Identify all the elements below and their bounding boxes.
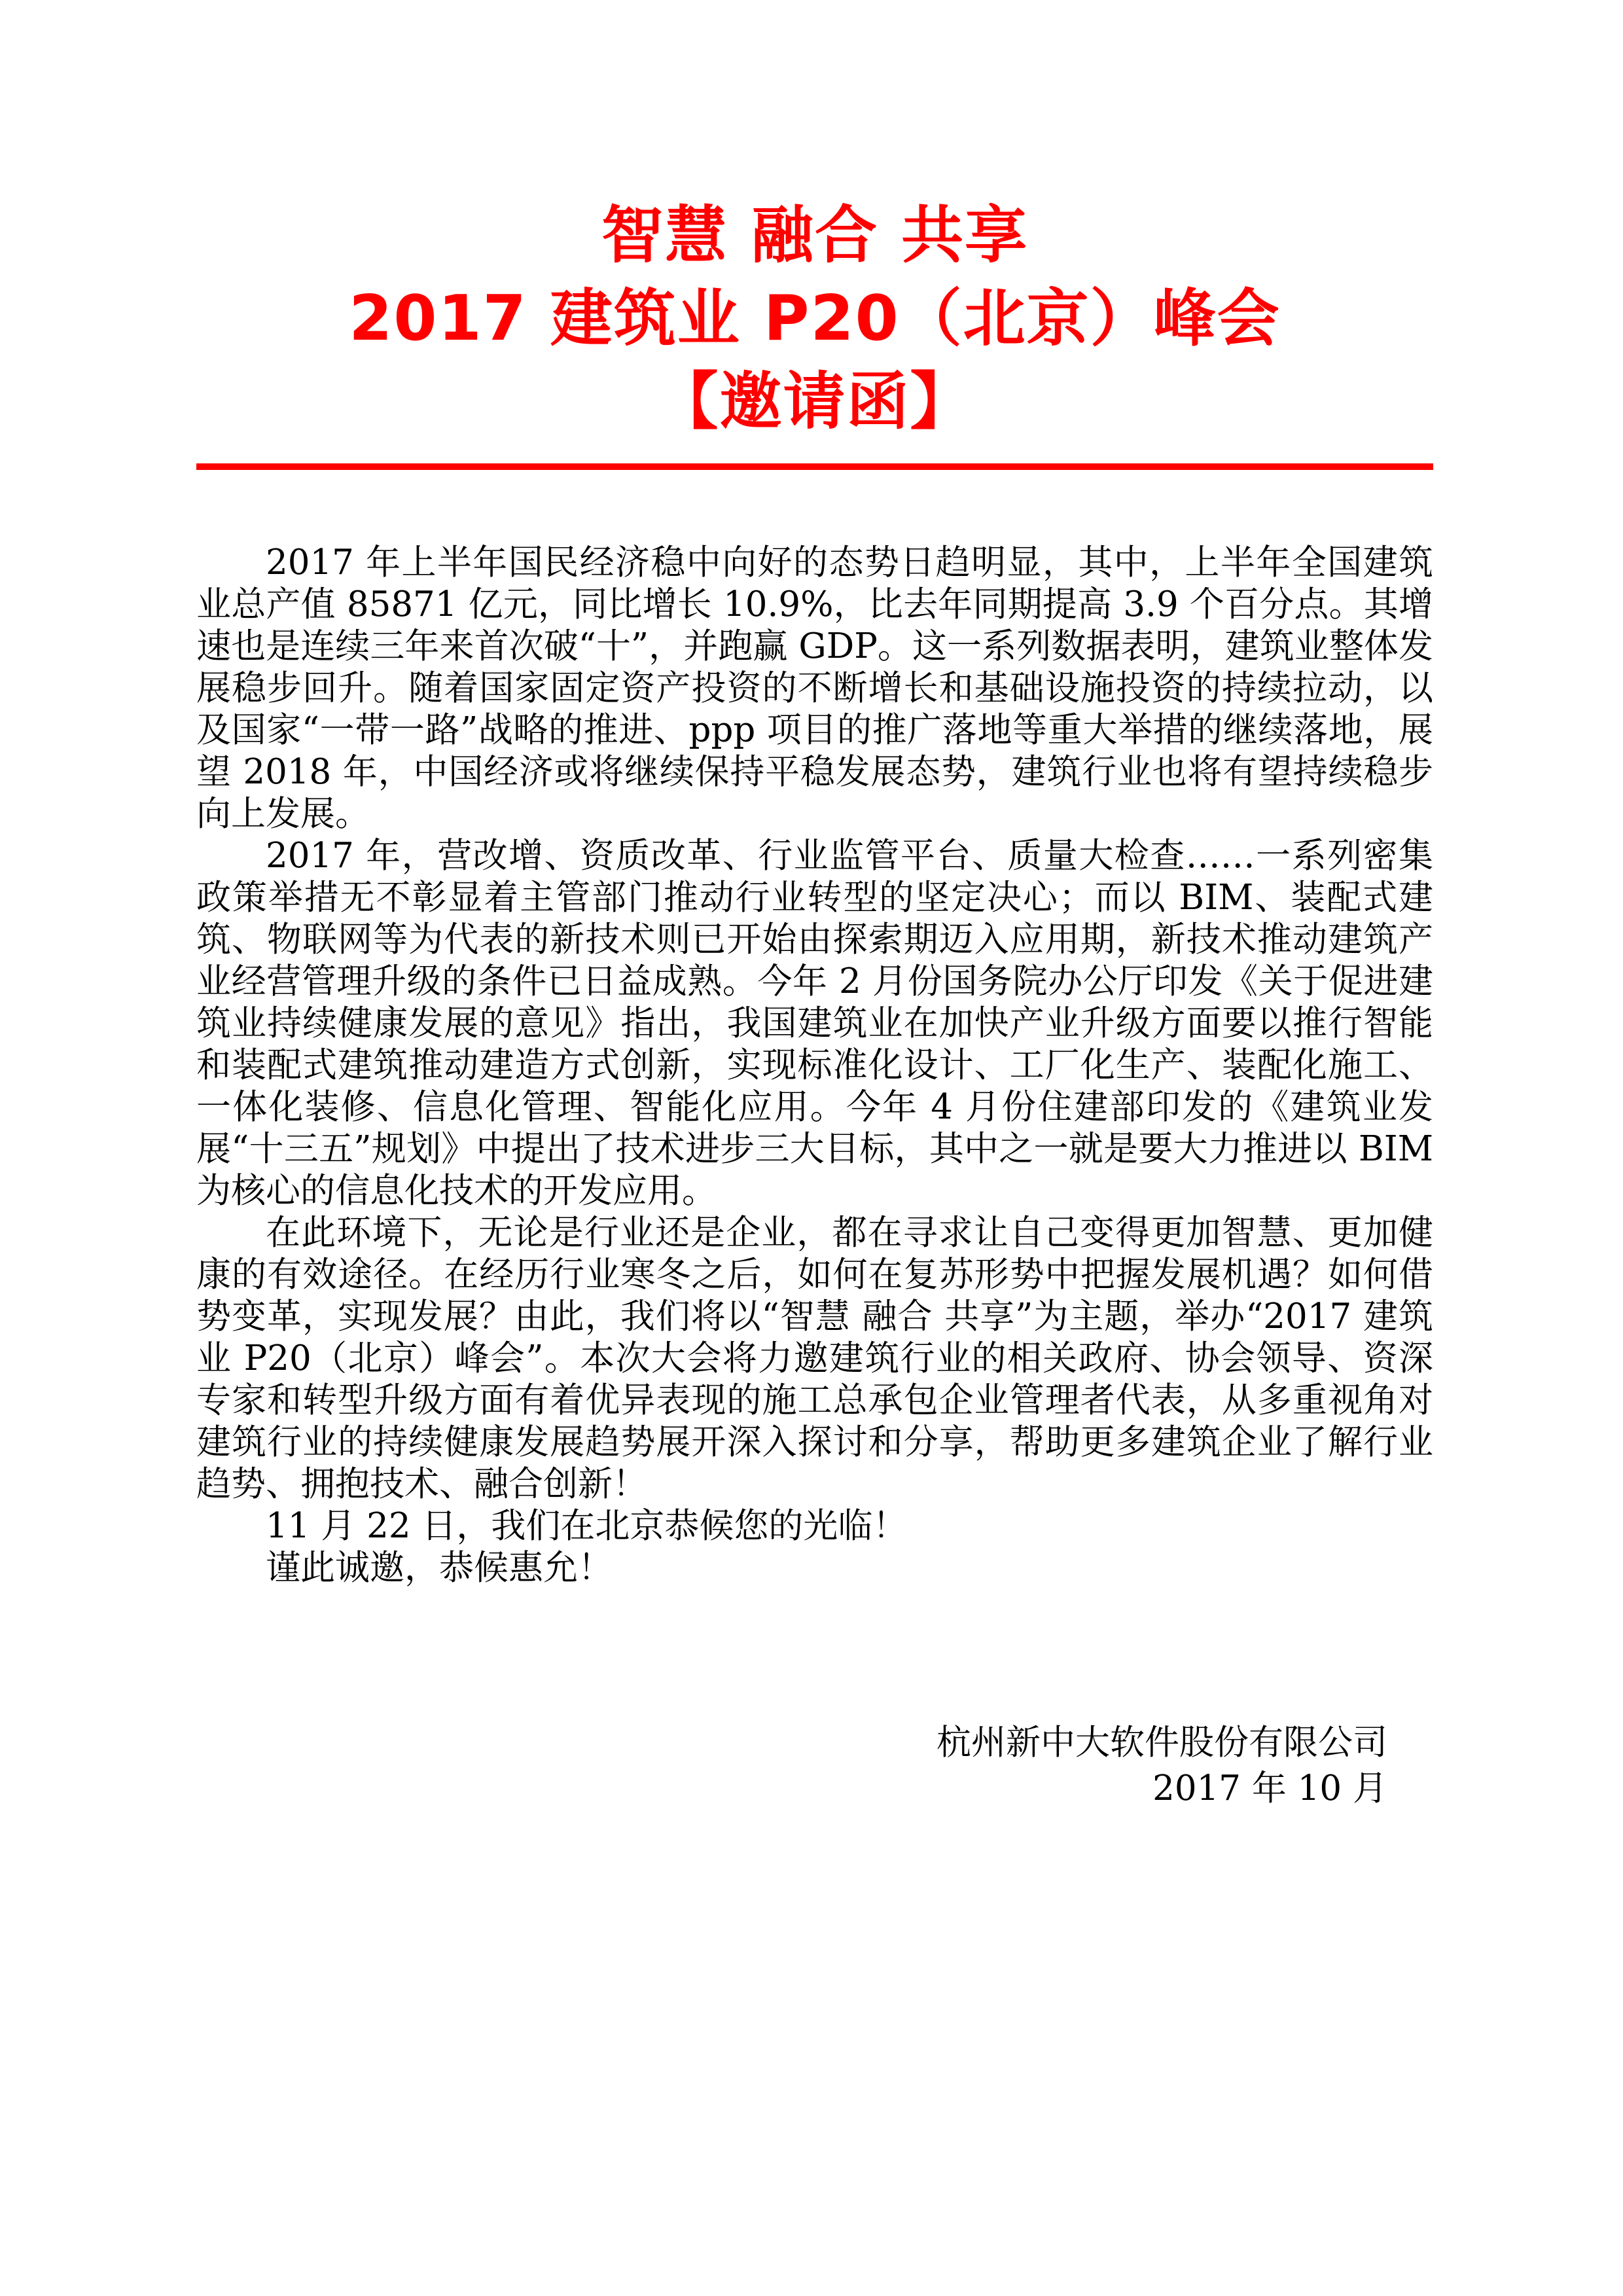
paragraph-summit-introduction: 在此环境下，无论是行业还是企业，都在寻求让自己变得更加智慧、更加健康的有效途径。在经历行业寒冬之后，如何在复苏形势中把握发展机遇？如何借势变革，实现发展？由此，我们将以“智慧 融合 共享”为主题，举办“2017 建筑业 P20（北京）峰会”。本次大会将力邀建筑行业的相关政府、协会领导、资深专家和转型升级方面有着优异表现的施工总承包企业管理者代表，从多重视角对建筑行业的持续健康发展趋势展开深入探讨和分享，帮助更多建筑企业了解行业趋势、拥抱技术、融合创新！ <box>196 1213 1433 1504</box>
page-title-theme: 智慧 融合 共享 <box>601 200 1029 272</box>
paragraph-closing-courtesy: 谨此诚邀，恭候惠允！ <box>266 1548 613 1588</box>
paragraph-policy-technology: 2017 年，营改增、资质改革、行业监管平台、质量大检查……一系列密集政策举措无不彰显着主管部门推动行业转型的坚定决心；而以 BIM、装配式建筑、物联网等为代表的新技术则已开始由探索期迈入应用期，新技术推动建筑产业经营管理升级的条件已日益成熟。今年 2 月份国务院办公厅印发《关于促进建筑业持续健康发展的意见》指出，我国建筑业在加快产业升级方面要以推行智能和装配式建筑推动建造方式创新，实现标准化设计、工厂化生产、装配化施工、一体化装修、信息化管理、智能化应用。今年 4 月份住建部印发的《建筑业发展“十三五”规划》中提出了技术进步三大目标，其中之一就是要大力推进以 BIM 为核心的信息化技术的开发应用。 <box>196 836 1433 1211</box>
header-divider-rule <box>196 463 1433 470</box>
page-title-doc-type: 【邀请函】 <box>656 366 974 438</box>
signature-date: 2017 年 10 月 <box>1152 1768 1387 1808</box>
paragraph-date-invite: 11 月 22 日，我们在北京恭候您的光临！ <box>266 1506 908 1546</box>
document-header <box>196 194 1433 470</box>
letter-body <box>196 542 1433 1589</box>
paragraph-economy-overview: 2017 年上半年国民经济稳中向好的态势日趋明显，其中，上半年全国建筑业总产值 85871 亿元，同比增长 10.9%，比去年同期提高 3.9 个百分点。其增速也是连续三年来首次破“十”，并跑赢 GDP。这一系列数据表明，建筑业整体发展稳步回升。随着国家固定资产投资的不断增长和基础设施投资的持续拉动，以及国家“一带一路”战略的推进、ppp 项目的推广落地等重大举措的继续落地，展望 2018 年，中国经济或将继续保持平稳发展态势，建筑行业也将有望持续稳步向上发展。 <box>196 543 1433 834</box>
page-title-event: 2017 建筑业 P20（北京）峰会 <box>349 283 1281 355</box>
signature-block <box>196 1720 1433 1812</box>
signature-company: 杭州新中大软件股份有限公司 <box>936 1723 1387 1763</box>
